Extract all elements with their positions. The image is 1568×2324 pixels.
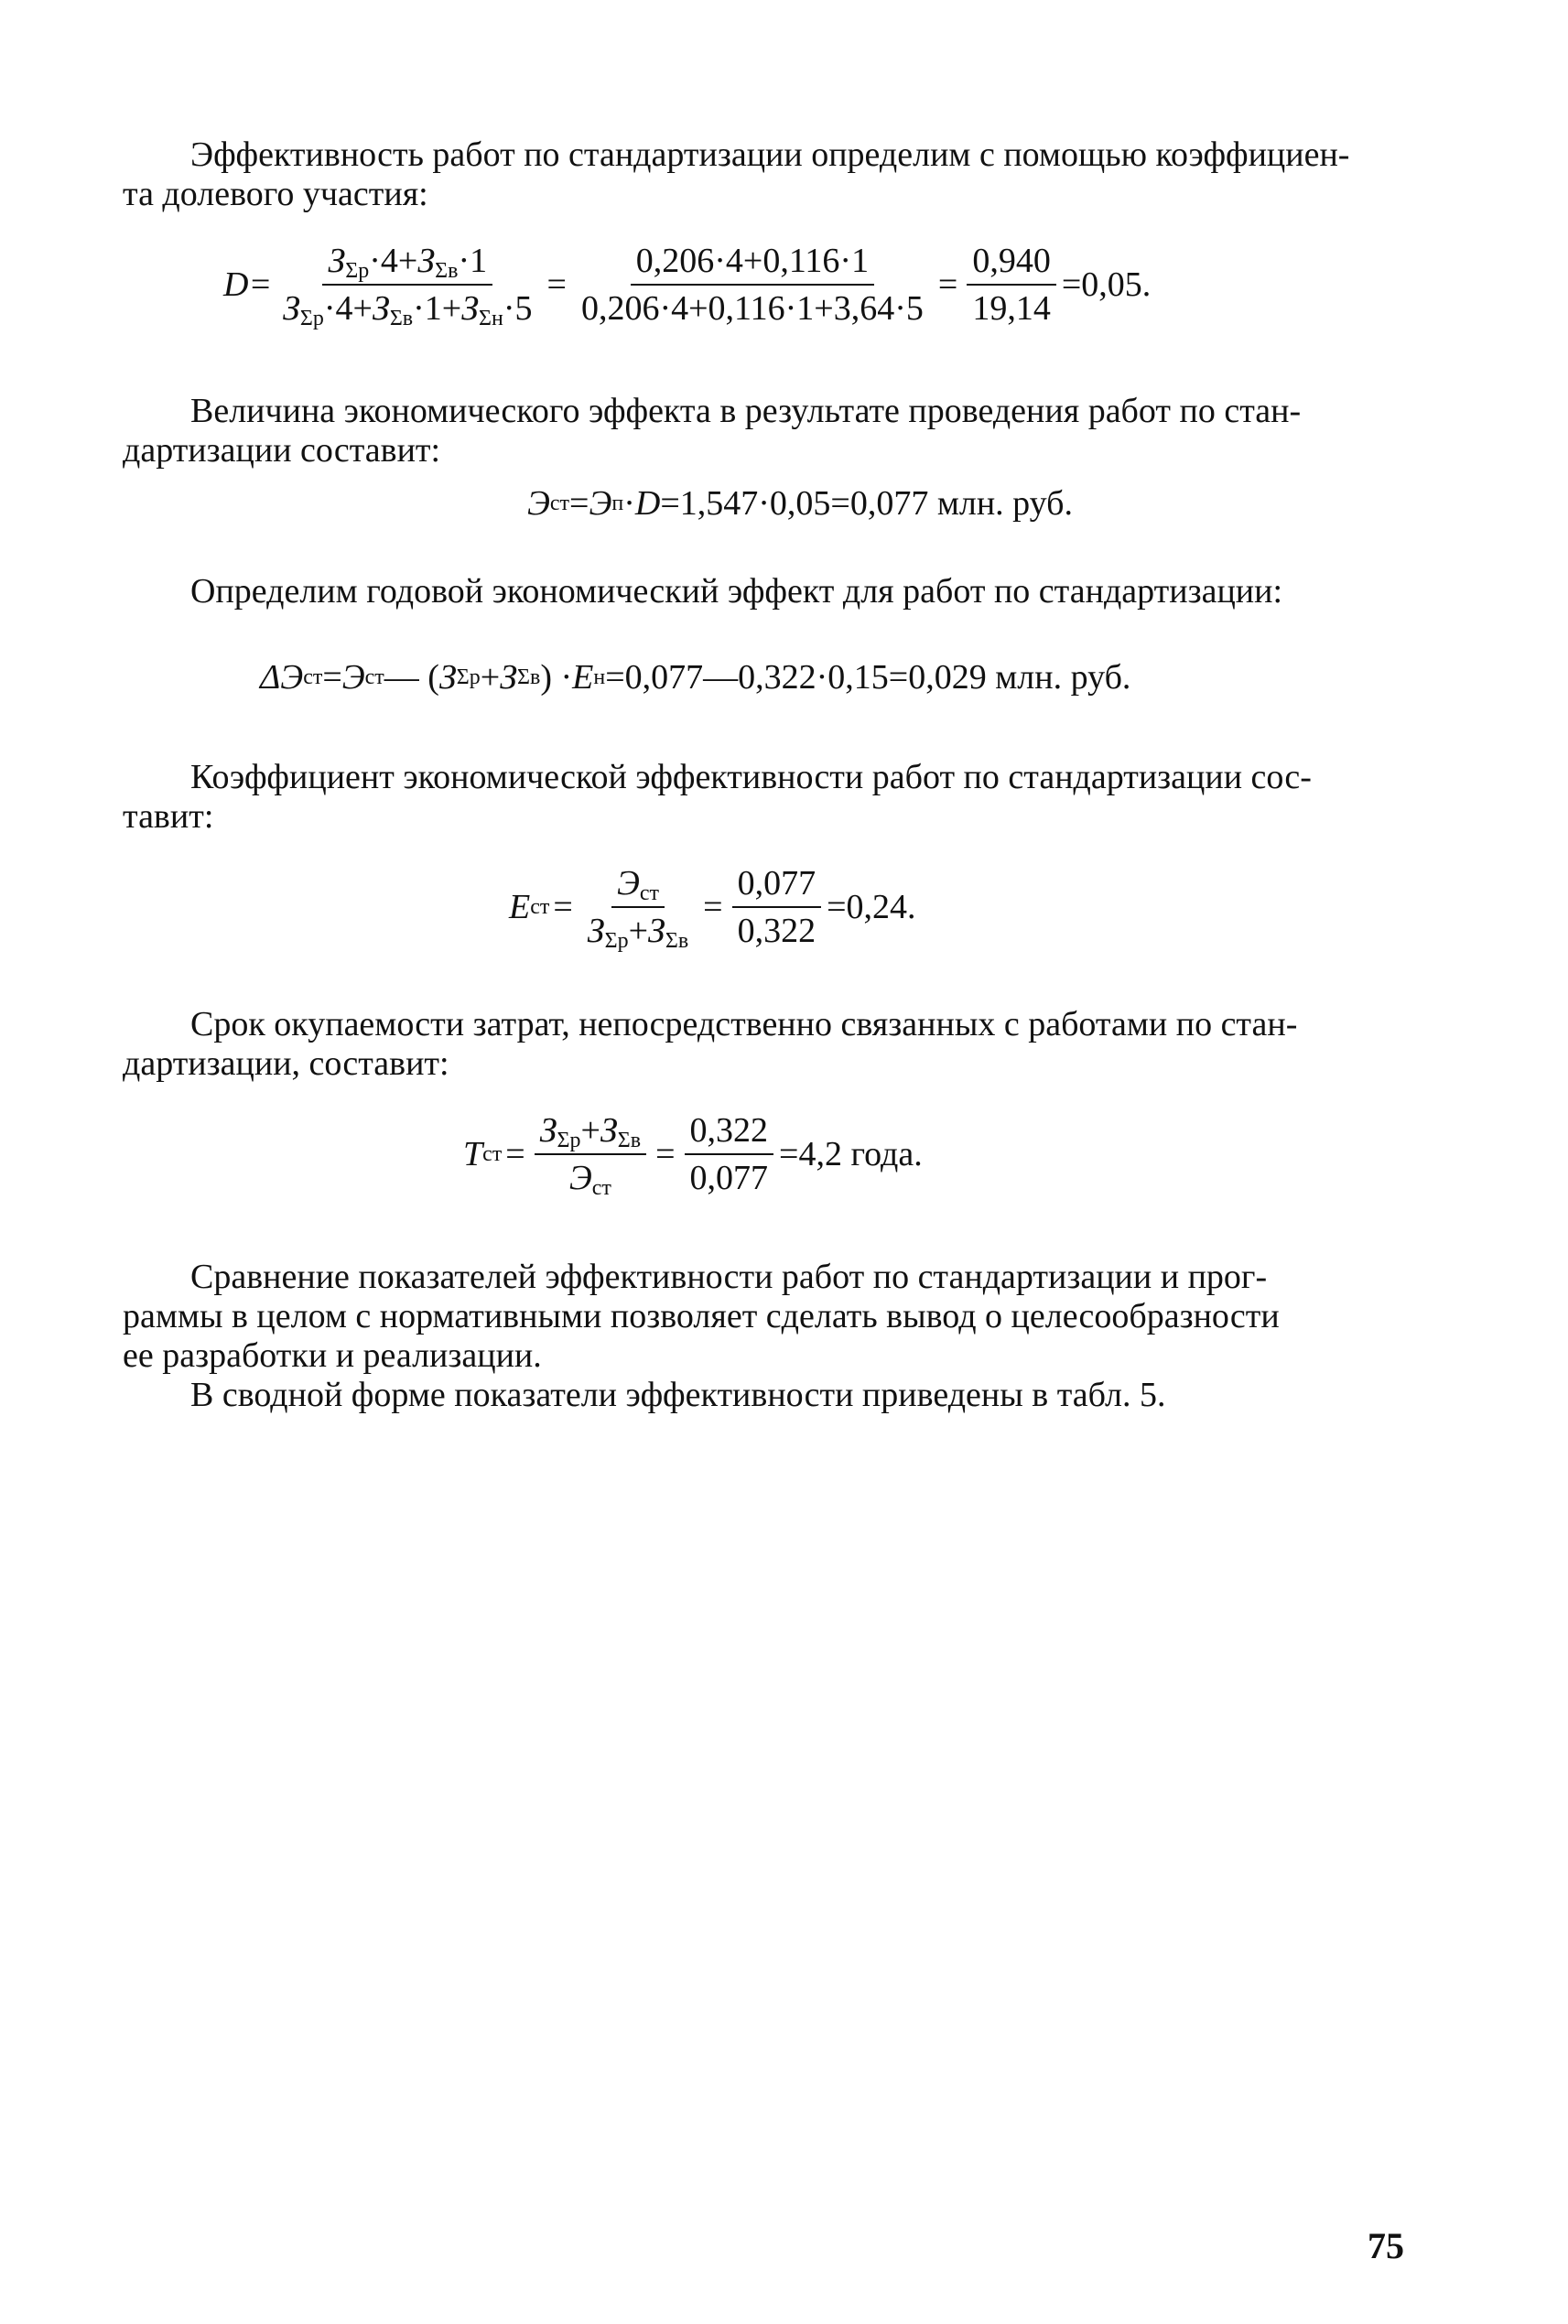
page-number: 75 — [1368, 2225, 1404, 2266]
text-line: В сводной форме показатели эффективности приведены в табл. 5. — [190, 1376, 1166, 1414]
formula-share-coefficient — [223, 242, 1151, 328]
paragraph-intro — [123, 135, 1415, 214]
text-line: дартизации составит: — [123, 431, 441, 470]
text-line: Срок окупаемости затрат, непосредственно связанных с работами по стан- — [190, 1005, 1298, 1043]
text-line: Коэффициент экономической эффективности работ по стандартизации сос- — [190, 758, 1312, 796]
formula-value: =0,077—0,322·0,15=0,029 млн. руб. — [605, 658, 1131, 697]
text-line: раммы в целом с нормативными позволяет сделать вывод о целесообразности — [123, 1297, 1280, 1335]
formula-lhs: D= — [223, 265, 273, 304]
text-line: тавит: — [123, 797, 214, 836]
paragraph-economic-effect — [123, 392, 1415, 470]
fraction-denominator: $З_{\Sigma р}+З_{\Sigma в}$ — [587, 912, 689, 953]
fraction-denominator: 0,322 — [737, 912, 816, 950]
text-line: Величина экономического эффекта в результате проведения работ по стан- — [190, 392, 1302, 430]
formula-result: =0,05. — [1061, 265, 1152, 304]
formula-result: =0,24. — [827, 888, 916, 926]
fraction-denominator: 19,14 — [972, 289, 1051, 328]
text-line: Сравнение показателей эффективности работ по стандартизации и прог- — [190, 1258, 1268, 1296]
equals-sign: = — [937, 265, 958, 304]
text-line: та долевого участия: — [123, 175, 428, 213]
fraction-numeric — [576, 242, 929, 328]
fraction-denominator: 0,206·4+0,116·1+3,64·5 — [580, 289, 924, 328]
fraction-numerator: 0,206·4+0,116·1 — [631, 242, 874, 286]
formula-annual-effect: ΔЭ ст = Э ст — ( З Σр + З Σв ) · Е н =0,077—0,322·0,15=0,029 млн. руб. — [260, 658, 1131, 697]
paragraph-conclusion — [123, 1258, 1415, 1415]
fraction-result — [967, 242, 1056, 328]
formula-value: =1,547·0,05=0,077 млн. руб. — [660, 484, 1074, 523]
fraction-numerator: $З_{\Sigma р}+З_{\Sigma в}$ — [535, 1111, 646, 1155]
formula-efficiency-coefficient: Е ст = $\frac{Э_{ст}}{З_{\Sigma р}+З_{\Sigma в}}$ = $\frac{0,077}{0,322}$ =0,24. — [509, 864, 916, 953]
fraction-symbolic — [277, 242, 537, 328]
fraction-numerator: 0,322 — [685, 1111, 774, 1155]
text-line: Эффективность работ по стандартизации определим с помощью коэффициен- — [190, 135, 1350, 174]
paragraph-efficiency-coefficient — [123, 758, 1415, 837]
fraction-numeric — [732, 864, 822, 950]
fraction-denominator: $Э_{ст}$ — [568, 1159, 611, 1200]
fraction-symbolic — [582, 864, 694, 953]
formula-result: =4,2 года. — [779, 1135, 923, 1173]
fraction-numerator: $З_{\Sigma р}\cdot 4+З_{\Sigma в}\cdot 1$ — [322, 242, 492, 286]
fraction-numeric — [685, 1111, 774, 1197]
equals-sign: = — [546, 265, 567, 304]
formula-payback-period: Т ст = $\frac{З_{\Sigma р}+З_{\Sigma в}}{Э_{ст}}$ = $\frac{0,322}{0,077}$ =4,2 года. — [463, 1111, 923, 1200]
paragraph-payback — [123, 1005, 1415, 1084]
fraction-numerator: $Э_{ст}$ — [611, 864, 665, 908]
fraction-denominator: $З_{\Sigma р}\cdot 4+З_{\Sigma в}\cdot 1+З_{\Sigma н}\cdot 5$ — [283, 289, 533, 330]
text-line: дартизации, составит: — [123, 1044, 449, 1083]
text-line: Определим годовой экономический эффект для работ по стандартизации: — [190, 572, 1283, 611]
formula-economic-effect: Э ст = Э п · D =1,547·0,05=0,077 млн. руб. — [527, 484, 1074, 523]
text-line: ее разработки и реализации. — [123, 1336, 542, 1375]
fraction-numerator: 0,077 — [732, 864, 822, 908]
paragraph-annual-effect — [123, 572, 1415, 611]
fraction-symbolic — [535, 1111, 646, 1200]
fraction-numerator: 0,940 — [967, 242, 1056, 286]
fraction-denominator: 0,077 — [689, 1159, 769, 1197]
